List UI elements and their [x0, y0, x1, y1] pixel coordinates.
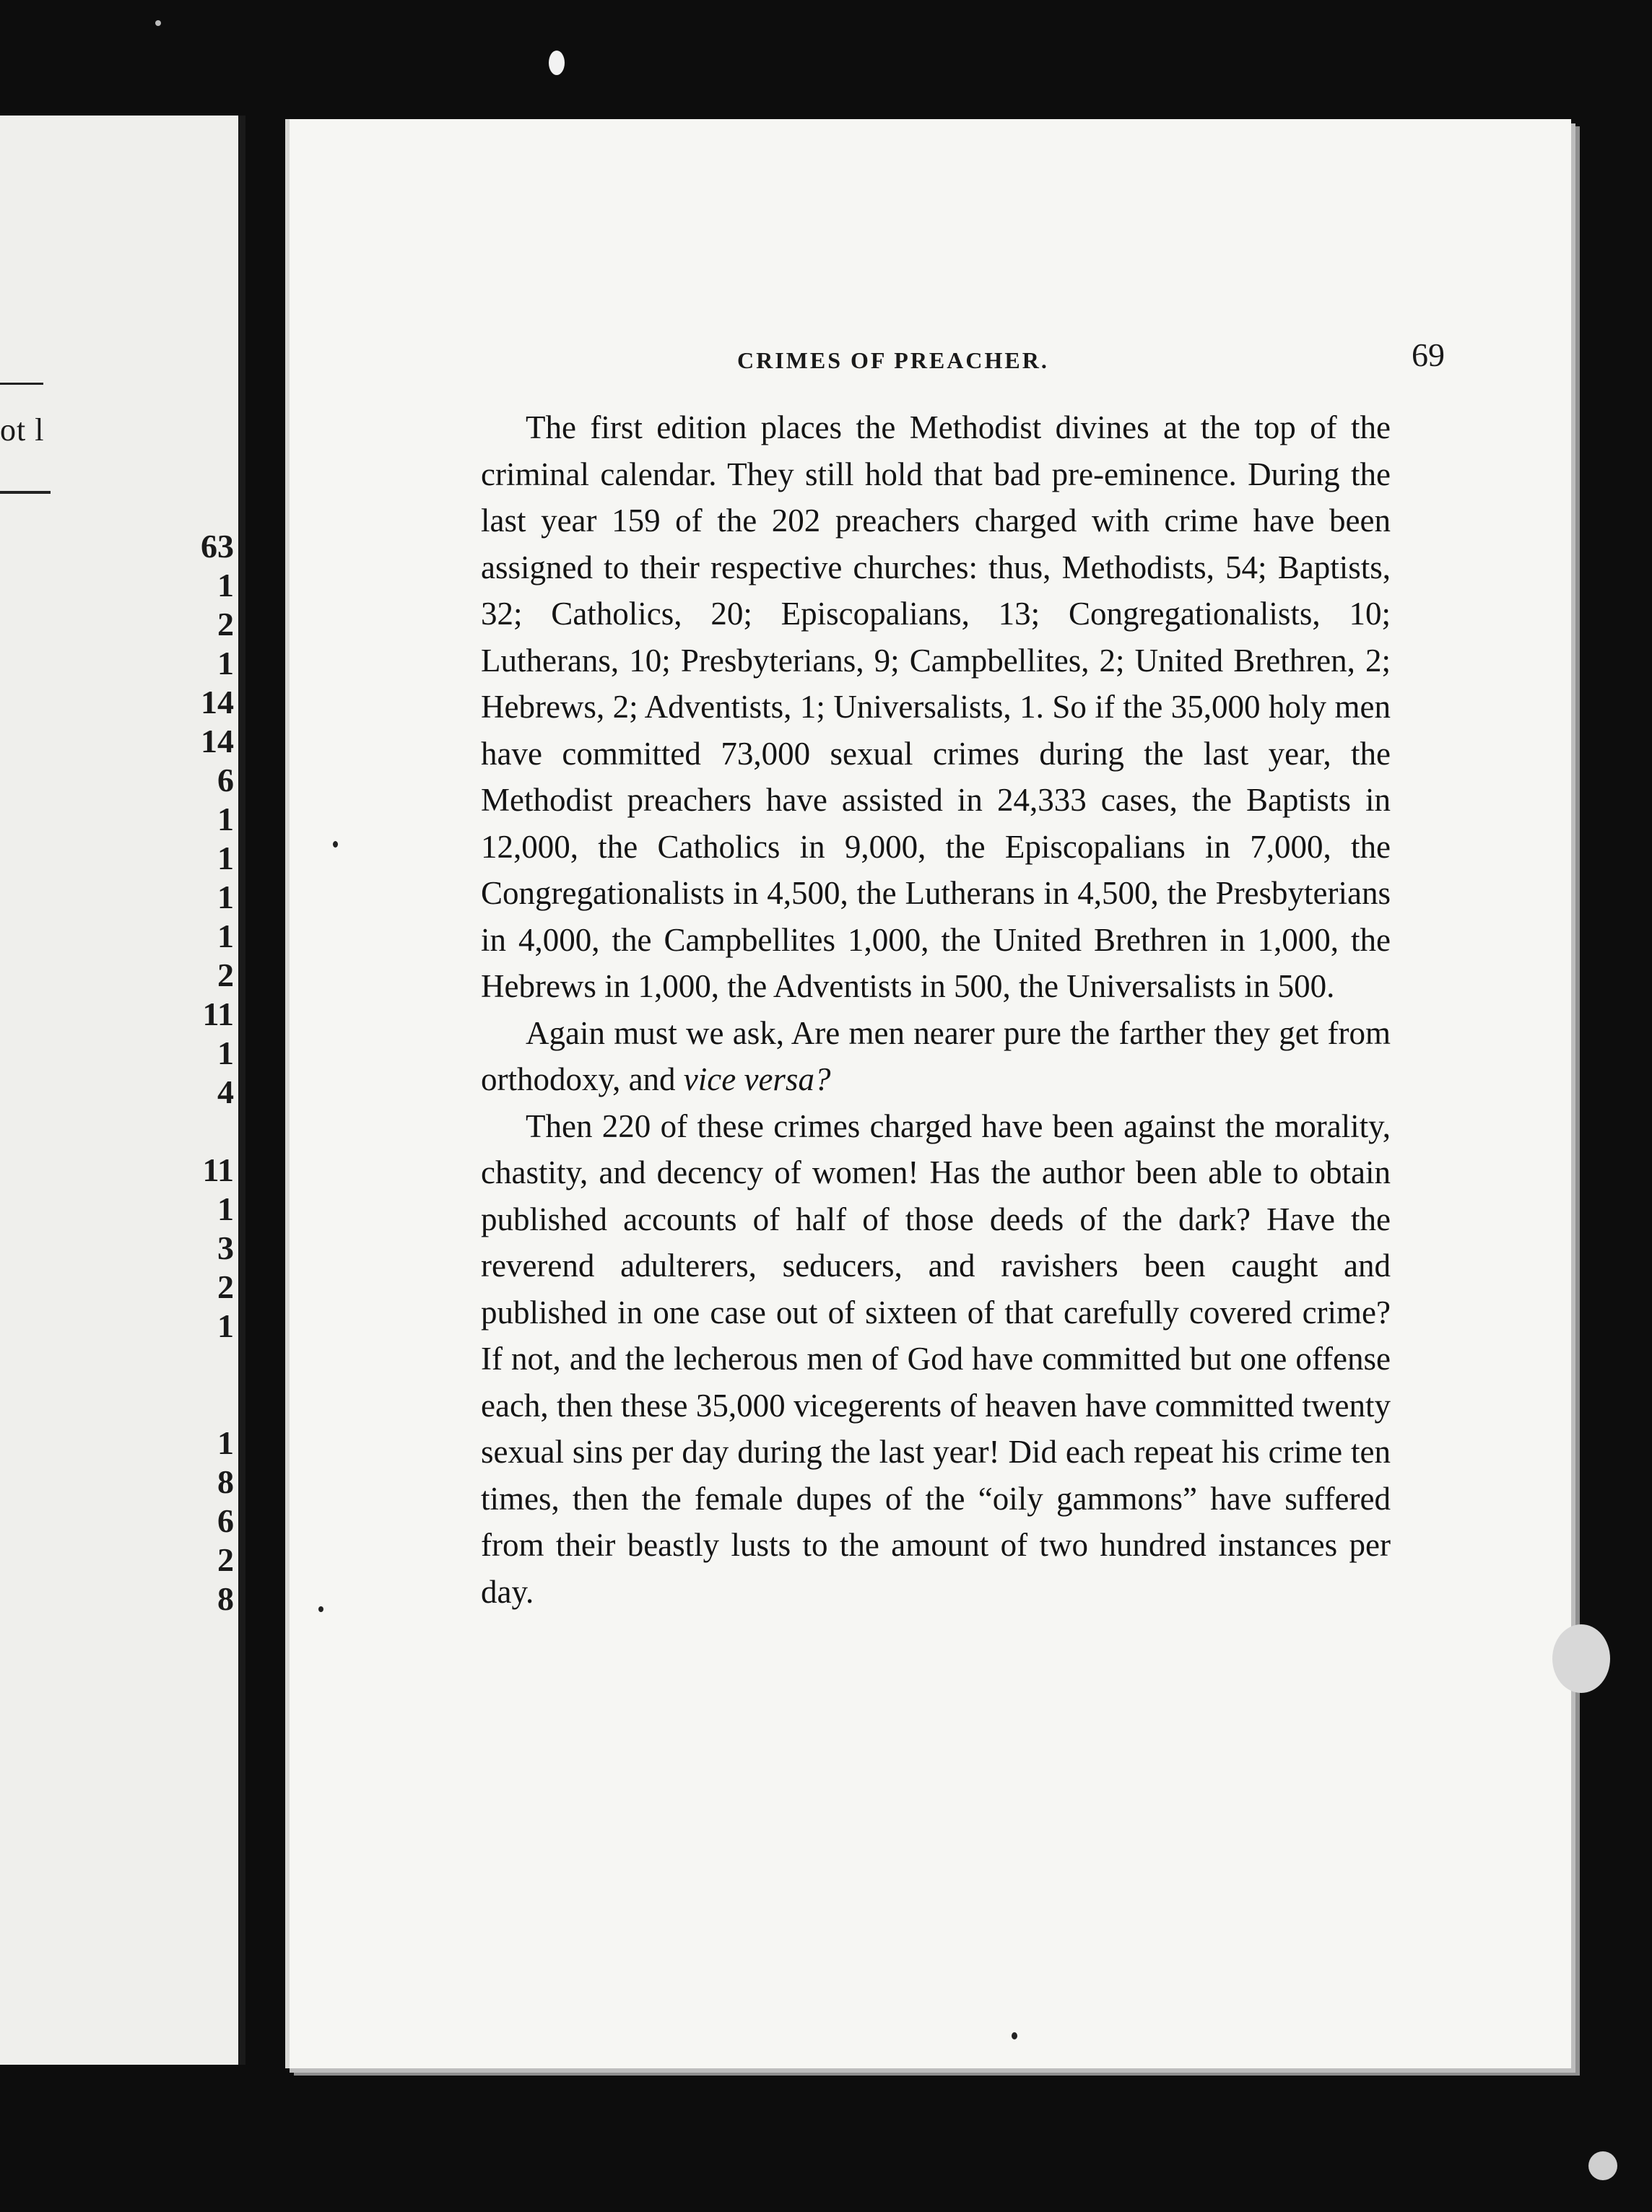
left-number: 1	[217, 1190, 234, 1227]
left-number: 1	[217, 1424, 234, 1461]
left-number-column	[147, 527, 234, 1619]
question-italic: vice versa?	[683, 1061, 831, 1097]
left-number: 2	[217, 606, 234, 643]
left-number: 4	[217, 1074, 234, 1110]
left-number: 2	[217, 957, 234, 993]
left-column-heading-fragment: ot l	[0, 412, 45, 448]
left-number: 14	[201, 723, 234, 759]
left-number: 11	[202, 996, 234, 1032]
ink-speck	[333, 841, 338, 848]
left-number: 1	[217, 840, 234, 876]
left-number-gap	[147, 1112, 234, 1151]
paragraph-question	[481, 1010, 1391, 1103]
running-title: CRIMES OF PREACHER.	[737, 347, 1049, 373]
left-number: 2	[217, 1541, 234, 1578]
paragraph-methodists: The first edition places the Methodist divines at the top of the criminal calendar. They still hold that bad pre-eminence. During the last year 159 of the 202 preachers charged with crime have been assigned to their respective churches: thus, Methodists, 54; Baptists, 32; Catholics, 20; Episcopalians, 13; Congregationalists, 10; Lutherans, 10; Presbyterians, 9; Campbellites, 2; United Brethren, 2; Hebrews, 2; Adventists, 1; Universalists, 1. So if the 35,000 holy men have committed 73,000 sexual crimes during the last year, the Methodist preachers have assisted in 24,333 cases, the Baptists in 12,000, the Catholics in 9,000, the Episcopalians in 7,000, the Congregationalists in 4,500, the Lutherans in 4,500, the Presbyterians in 4,000, the Campbellites 1,000, the United Brethren in 1,000, the Hebrews in 1,000, the Adventists in 500, the Universalists in 500.	[481, 409, 1391, 1004]
left-table-rule-top	[0, 383, 43, 385]
question-text: Again must we ask, Are men nearer pure the farther they get from orthodoxy, and	[481, 1014, 1391, 1097]
left-number: 63	[201, 528, 234, 565]
left-number: 1	[217, 801, 234, 837]
left-number: 6	[217, 762, 234, 798]
ink-speck	[318, 1606, 323, 1612]
dust-speck	[549, 51, 565, 75]
left-number: 3	[217, 1229, 234, 1266]
left-number: 11	[202, 1151, 234, 1188]
ink-speck	[1012, 2032, 1017, 2039]
page-number: 69	[1412, 336, 1445, 373]
dust-speck	[155, 20, 161, 26]
dust-speck	[1552, 1624, 1610, 1693]
paragraph-crimes-against-women: Then 220 of these crimes charged have been against the morality, chastity, and decency of women! Has the author been able to obtain published accounts of half of those deeds of the dark? Have the reverend adulterers, seducers, and ravishers been caught and published in one case out of sixteen of that carefully covered crime? If not, and the lecherous men of God have committed but one offense each, then these 35,000 vicegerents of heaven have committed twenty sexual sins per day during the last year! Did each repeat his crime ten times, then the female dupes of the “oily gammons” have suffered from their beastly lusts to the amount of two hundred instances per day.	[481, 1107, 1391, 1610]
left-number-gap	[147, 1346, 234, 1385]
left-number: 1	[217, 1035, 234, 1071]
left-number: 8	[217, 1463, 234, 1500]
left-number: 1	[217, 918, 234, 954]
left-number: 1	[217, 879, 234, 915]
left-page-edge	[0, 116, 245, 2065]
left-number: 1	[217, 645, 234, 682]
left-number: 14	[201, 684, 234, 720]
left-number: 8	[217, 1580, 234, 1617]
body-text	[481, 404, 1391, 1615]
left-number: 1	[217, 1307, 234, 1344]
main-page	[285, 119, 1571, 2068]
left-number-gap	[147, 1385, 234, 1424]
left-number: 6	[217, 1502, 234, 1539]
dust-speck	[1588, 2151, 1617, 2180]
left-number: 2	[217, 1268, 234, 1305]
left-number: 1	[217, 567, 234, 604]
left-table-rule-middle	[0, 491, 51, 494]
